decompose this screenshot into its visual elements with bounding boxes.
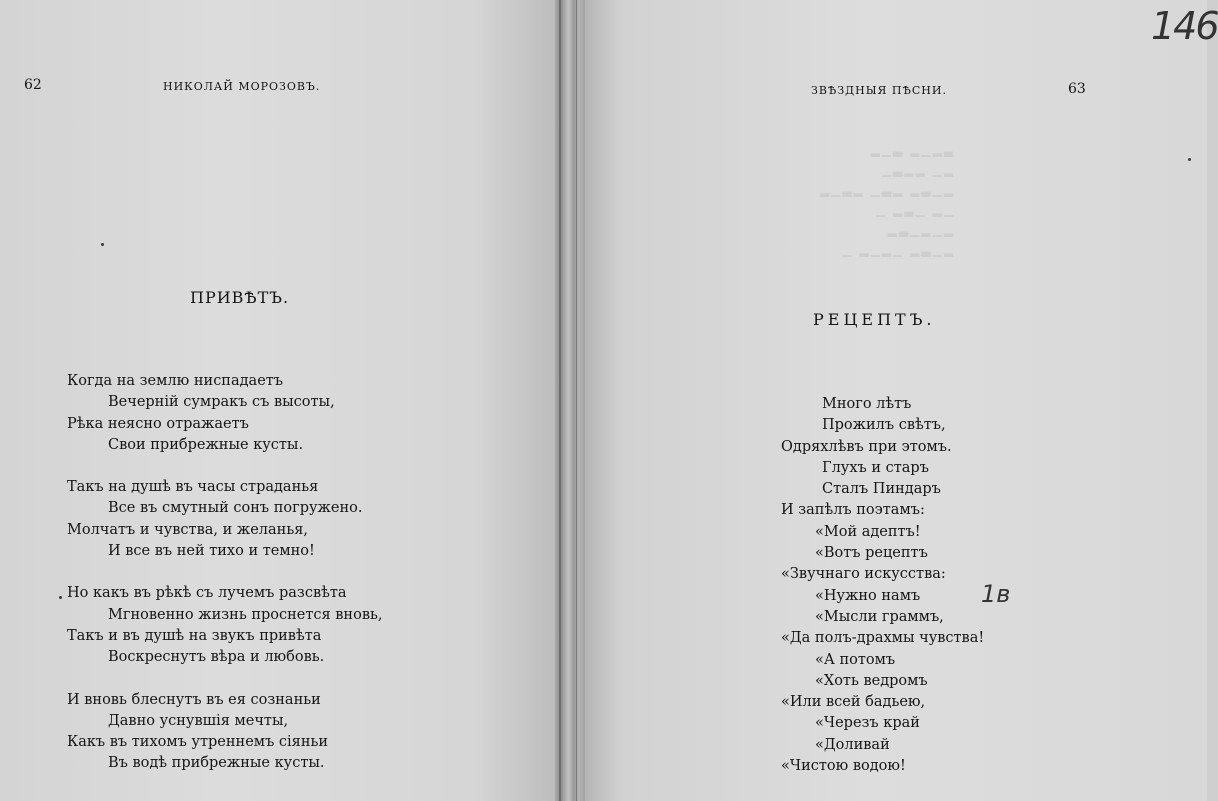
poem-line: Когда на землю ниспадаетъ	[67, 373, 284, 389]
page-number-right: 63	[1068, 81, 1086, 97]
running-head-left: НИКОЛАЙ МОРОЗОВЪ.	[163, 80, 321, 93]
handwritten-folio-number: 146	[1151, 4, 1218, 48]
poem-line: Въ водѣ прибрежные кусты.	[108, 755, 325, 772]
poem-line: Молчатъ и чувства, и желанья,	[67, 521, 308, 538]
ink-speck	[1188, 158, 1191, 161]
poem-line: «Хоть ведромъ	[815, 672, 928, 689]
poem-line: Какъ въ тихомъ утреннемъ сіяньи	[67, 734, 329, 751]
poem-line: Сталъ Пиндаръ	[822, 481, 941, 498]
poem-line: Воскреснутъ вѣра и любовь.	[108, 649, 325, 666]
poem-line: «Звучнаго искусства:	[781, 566, 946, 583]
poem-title-recept: РЕЦЕПТЪ.	[813, 310, 936, 329]
poem-line: Такъ на душѣ въ часы страданья	[67, 479, 319, 496]
poem-line: «Да полъ-драхмы чувства!	[781, 630, 985, 647]
poem-line: «Нужно намъ	[815, 587, 921, 604]
poem-line: И все въ ней тихо и темно!	[108, 543, 315, 560]
book-gutter	[555, 0, 585, 801]
poem-title-privet: ПРИВѢТЪ.	[190, 288, 290, 307]
poem-line: Одряхлѣвъ при этомъ.	[781, 438, 952, 455]
poem-line: «Чистою водою!	[781, 758, 906, 775]
poem-line: Глухъ и старъ	[822, 459, 929, 476]
poem-line: «Или всей бадьею,	[781, 694, 926, 711]
poem-recept	[781, 394, 984, 777]
handwritten-margin-note: 1в	[981, 580, 1011, 608]
poem-line: «Черезъ край	[815, 715, 920, 732]
poem-line: Прожилъ свѣтъ,	[822, 417, 946, 434]
page-number-left: 62	[24, 77, 42, 93]
ink-speck	[59, 596, 62, 599]
poem-line: Но какъ въ рѣкѣ съ лучемъ разсвѣта	[67, 585, 347, 602]
poem-privet	[67, 371, 383, 775]
poem-line: Все въ смутный сонъ погружено.	[108, 500, 363, 517]
poem-line: Рѣка неясно отражаетъ	[67, 415, 249, 432]
show-through-text: ▂▁▃ ▂▁▂▃ ▁▃▂▂ ▁▂ ▂▁▃▂ ▁▃▂ ▂▃▁▂ ▁ ▂▃▁ ▂▁ ▂▃▁▂▁▂ ▁ ▂▁▂▁ ▂▃▁▂	[819, 143, 955, 257]
poem-line: «А потомъ	[815, 651, 896, 668]
poem-line: «Вотъ рецептъ	[815, 545, 928, 562]
poem-line: «Мысли граммъ,	[815, 608, 944, 625]
running-head-right: ЗВѢЗДНЫЯ ПѢСНИ.	[811, 84, 947, 97]
left-page	[0, 0, 555, 801]
poem-line: Свои прибрежные кусты.	[108, 436, 304, 453]
right-page	[585, 0, 1218, 801]
poem-line: «Доливай	[815, 736, 890, 753]
poem-line: Давно уснувшія мечты,	[108, 712, 289, 729]
ink-speck	[101, 243, 104, 246]
poem-line: И вновь блеснутъ въ ея сознаньи	[67, 691, 321, 708]
poem-line: «Мой адептъ!	[815, 523, 921, 540]
poem-line: Такъ и въ душѣ на звукъ привѣта	[67, 627, 322, 644]
poem-line: Мгновенно жизнь проснется вновь,	[108, 606, 383, 623]
poem-line: Много лѣтъ	[822, 396, 912, 412]
poem-line: И запѣлъ поэтамъ:	[781, 502, 925, 519]
poem-line: Вечерній сумракъ съ высоты,	[108, 394, 335, 411]
